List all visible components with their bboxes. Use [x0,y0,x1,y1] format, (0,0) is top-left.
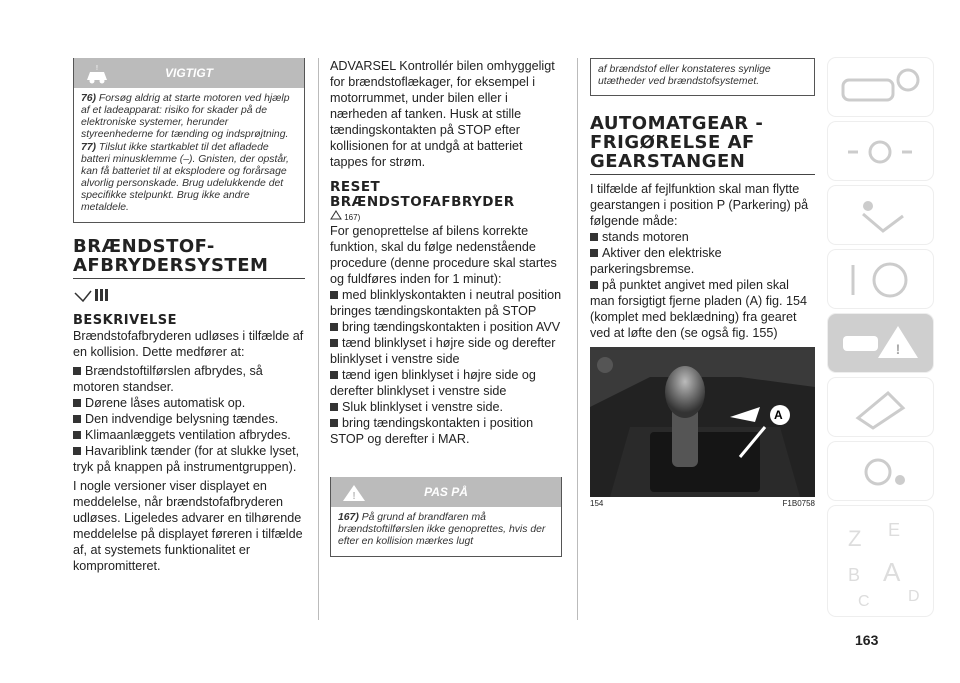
list-item-text: bring tændingskontakten i position AVV [342,320,561,334]
caution-box [330,477,562,557]
steering-icon [828,250,933,308]
list-item-text: Sluk blinklyset i venstre side. [342,400,503,414]
svg-text:!: ! [352,491,356,502]
safety-icon [828,186,933,244]
svg-text:E: E [888,520,901,540]
list-item-text: Havariblink tænder (for at slukke lyset, tryk på knappen på instrumentgruppen). [73,444,300,474]
caution-num: 167) [338,512,359,523]
warning-triangle-icon [330,210,342,220]
list-item-text: tænd igen blinklyset i højre side og derefter blinklyset i venstre side [330,368,536,398]
warning-text: Forsøg aldrig at starte motoren ved hjælp af et ladeapparat: risiko for skader på de elektroniske systemer, herunder styreenhederne for tænding og indsprøjtning. [81,93,290,140]
lights-icon [828,122,933,180]
warning-box [73,58,305,223]
figure-number: 154 [590,499,604,508]
reference-icons [73,287,113,305]
intro-text: Brændstofafbryderen udløses i tilfælde af en kollision. Dette medfører at: [73,329,304,359]
svg-text:!: ! [96,65,98,72]
warning-num: 77) [81,142,97,153]
warning-text: Tilslut ikke startkablet til det afladede batteri minusklemme (–). Gnisten, der opstår, kan få batteriet til at eksplodere og forårsage alvorlig personskade. Brug udelukkende det specifikke stelpunkt. Brug ikke andre metaldele. [81,142,289,213]
column-divider [318,58,319,620]
list-item [330,319,562,335]
svg-text:A: A [883,557,901,587]
tab-safety[interactable] [828,186,933,244]
list-item-text: bring tændingskontakten i position STOP og derefter i MAR. [330,416,534,446]
intro-text: I tilfælde af fejlfunktion skal man flytte gearstangen i position P (Parkering) på følgende måde: [590,182,809,228]
list-item [73,363,305,395]
list-item-text: med blinklyskontakten i neutral position bringes tændingskontakten på STOP [330,288,562,318]
warning-text: ADVARSEL Kontrollér bilen omhyggeligt for brændstoflækager, for eksempel i motorrummet, under bilen eller i nærheden af tanken. Husk at stille tændingskontakten på STOP efter kollisionen for at undgå at batteriet tappes for strøm. [330,59,555,169]
section-title: BRÆNDSTOF-AFBRYDERSYSTEM [73,236,269,276]
figure-code: F1B0758 [782,499,815,508]
emergency-icon [828,314,933,372]
list-item [590,245,815,277]
list-item-text: stands motoren [602,230,689,244]
column-2 [330,58,562,557]
list-item [73,395,305,411]
svg-text:C: C [858,593,870,610]
caution-item [338,512,554,548]
warning-header [74,58,304,88]
list-item [73,443,305,475]
warning-item [81,93,297,141]
list-item-text: Den indvendige belysning tændes. [85,412,279,426]
service-icon [828,378,933,436]
list-item [73,411,305,427]
list-item-text: tænd blinklyset i højre side og derefter blinklyset i venstre side [330,336,556,366]
subsection-title: BESKRIVELSE [73,313,178,328]
page-number: 163 [855,632,879,648]
svg-text:D: D [908,588,920,605]
list-item [330,415,562,447]
list-item [590,229,815,245]
tab-lights[interactable] [828,122,933,180]
multimedia-icon [828,442,933,500]
intro-text: For genoprettelse af bilens korrekte funktion, skal du følge nedenstående procedure (denne procedure skal startes og fuldføres inden for 1 minut): [330,224,557,286]
warning-num: 76) [81,93,97,104]
tab-service[interactable] [828,378,933,436]
list-item-text: Klimaanlæggets ventilation afbrydes. [85,428,291,442]
list-item [330,399,562,415]
caution-title: PAS PÅ [424,485,468,499]
reference-num: 167) [344,213,361,222]
tab-emergency[interactable] [828,314,933,372]
caution-header [331,477,561,507]
list-item-text: Dørene låses automatisk op. [85,396,246,410]
gear-lever-illustration [590,347,815,497]
list-item [590,277,815,341]
column-1 [73,58,305,574]
caution-text: På grund af brandfaren må brændstoftilførslen ikke genoprettes, hvis der efter en kollision mærkes lugt [338,512,546,547]
reference [330,210,562,223]
section-title: AUTOMATGEAR - FRIGØRELSE AF GEARSTANGEN [590,113,764,172]
column-3 [590,58,815,508]
gear-lever-figure [590,347,815,497]
section-title: RESET BRÆNDSTOFAFBRYDER [330,179,515,210]
outro-text: I nogle versioner viser displayet en meddelelse, når brændstofafbryderen udløses. Ligeledes advarer en tilhørende meddelelse på displayet føreren i tilfælde af, at systemets funktionalitet er kompromitteret. [73,479,303,573]
list-item [330,335,562,367]
tab-multimedia[interactable] [828,442,933,500]
list-item-text: Brændstoftilførslen afbrydes, så motoren standser. [73,364,263,394]
caution-continued-box [590,58,815,96]
svg-text:B: B [848,565,861,585]
figure-label: A [774,408,783,422]
car-info-icon [828,58,933,116]
list-item-text: på punktet angivet med pilen skal man forsigtigt fjerne pladen (A) fig. 154 (komplet med beklædning) fra gearet ved at løfte den (se også fig. 155) [590,278,808,340]
caution-body [331,507,561,556]
list-item [330,287,562,319]
caution-continued-text: af brændstof eller konstateres synlige utætheder ved brændstofsystemet. [598,64,771,87]
tab-car-info[interactable] [828,58,933,116]
svg-text:Z: Z [848,526,862,551]
warning-item [81,142,297,214]
list-item-text: Aktiver den elektriske parkeringsbremse. [590,246,722,276]
svg-text:!: ! [895,341,901,357]
list-item [330,367,562,399]
index-icon [828,506,933,616]
warning-body [74,88,304,222]
figure-caption [590,499,815,508]
tab-index[interactable] [828,506,933,616]
warning-title: VIGTIGT [165,66,213,80]
column-divider [577,58,578,620]
tab-steering[interactable] [828,250,933,308]
list-item [73,427,305,443]
